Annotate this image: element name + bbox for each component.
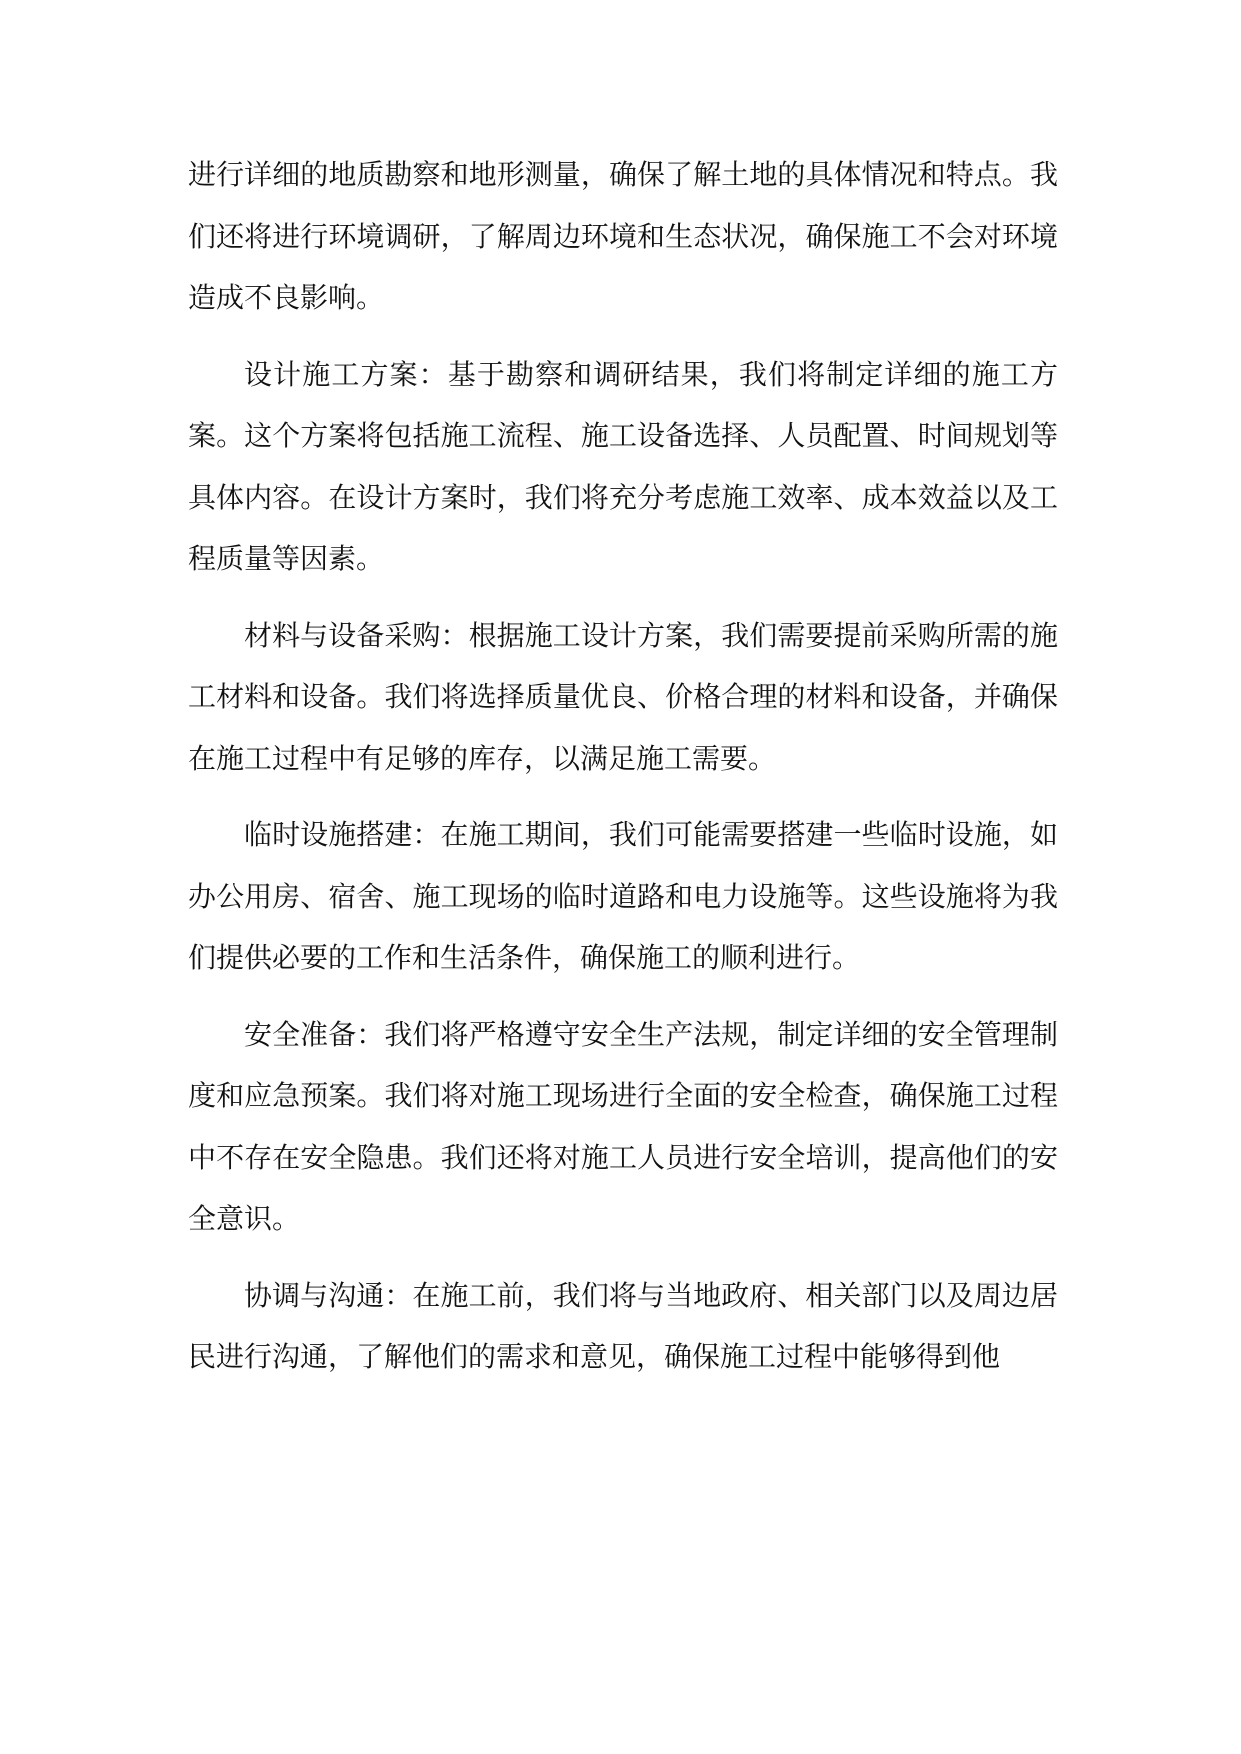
paragraph-temporary-facilities: 临时设施搭建：在施工期间，我们可能需要搭建一些临时设施，如办公用房、宿舍、施工现场的临时道路和电力设施等。这些设施将为我们提供必要的工作和生活条件，确保施工的顺利进行。 [188,818,1058,974]
document-body [188,144,1058,1403]
paragraph-design-plan: 设计施工方案：基于勘察和调研结果，我们将制定详细的施工方案。这个方案将包括施工流程、施工设备选择、人员配置、时间规划等具体内容。在设计方案时，我们将充分考虑施工效率、成本效益以及工程质量等因素。 [188,357,1058,575]
paragraph-coordination: 协调与沟通：在施工前，我们将与当地政府、相关部门以及周边居民进行沟通，了解他们的需求和意见，确保施工过程中能够得到他 [188,1278,1058,1373]
paragraph-survey-continued: 进行详细的地质勘察和地形测量，确保了解土地的具体情况和特点。我们还将进行环境调研，了解周边环境和生态状况，确保施工不会对环境造成不良影响。 [188,158,1058,314]
paragraph-procurement: 材料与设备采购：根据施工设计方案，我们需要提前采购所需的施工材料和设备。我们将选择质量优良、价格合理的材料和设备，并确保在施工过程中有足够的库存，以满足施工需要。 [188,618,1058,775]
paragraph-safety-preparation: 安全准备：我们将严格遵守安全生产法规，制定详细的安全管理制度和应急预案。我们将对施工现场进行全面的安全检查，确保施工过程中不存在安全隐患。我们还将对施工人员进行安全培训，提高他们的安全意识。 [188,1017,1058,1235]
